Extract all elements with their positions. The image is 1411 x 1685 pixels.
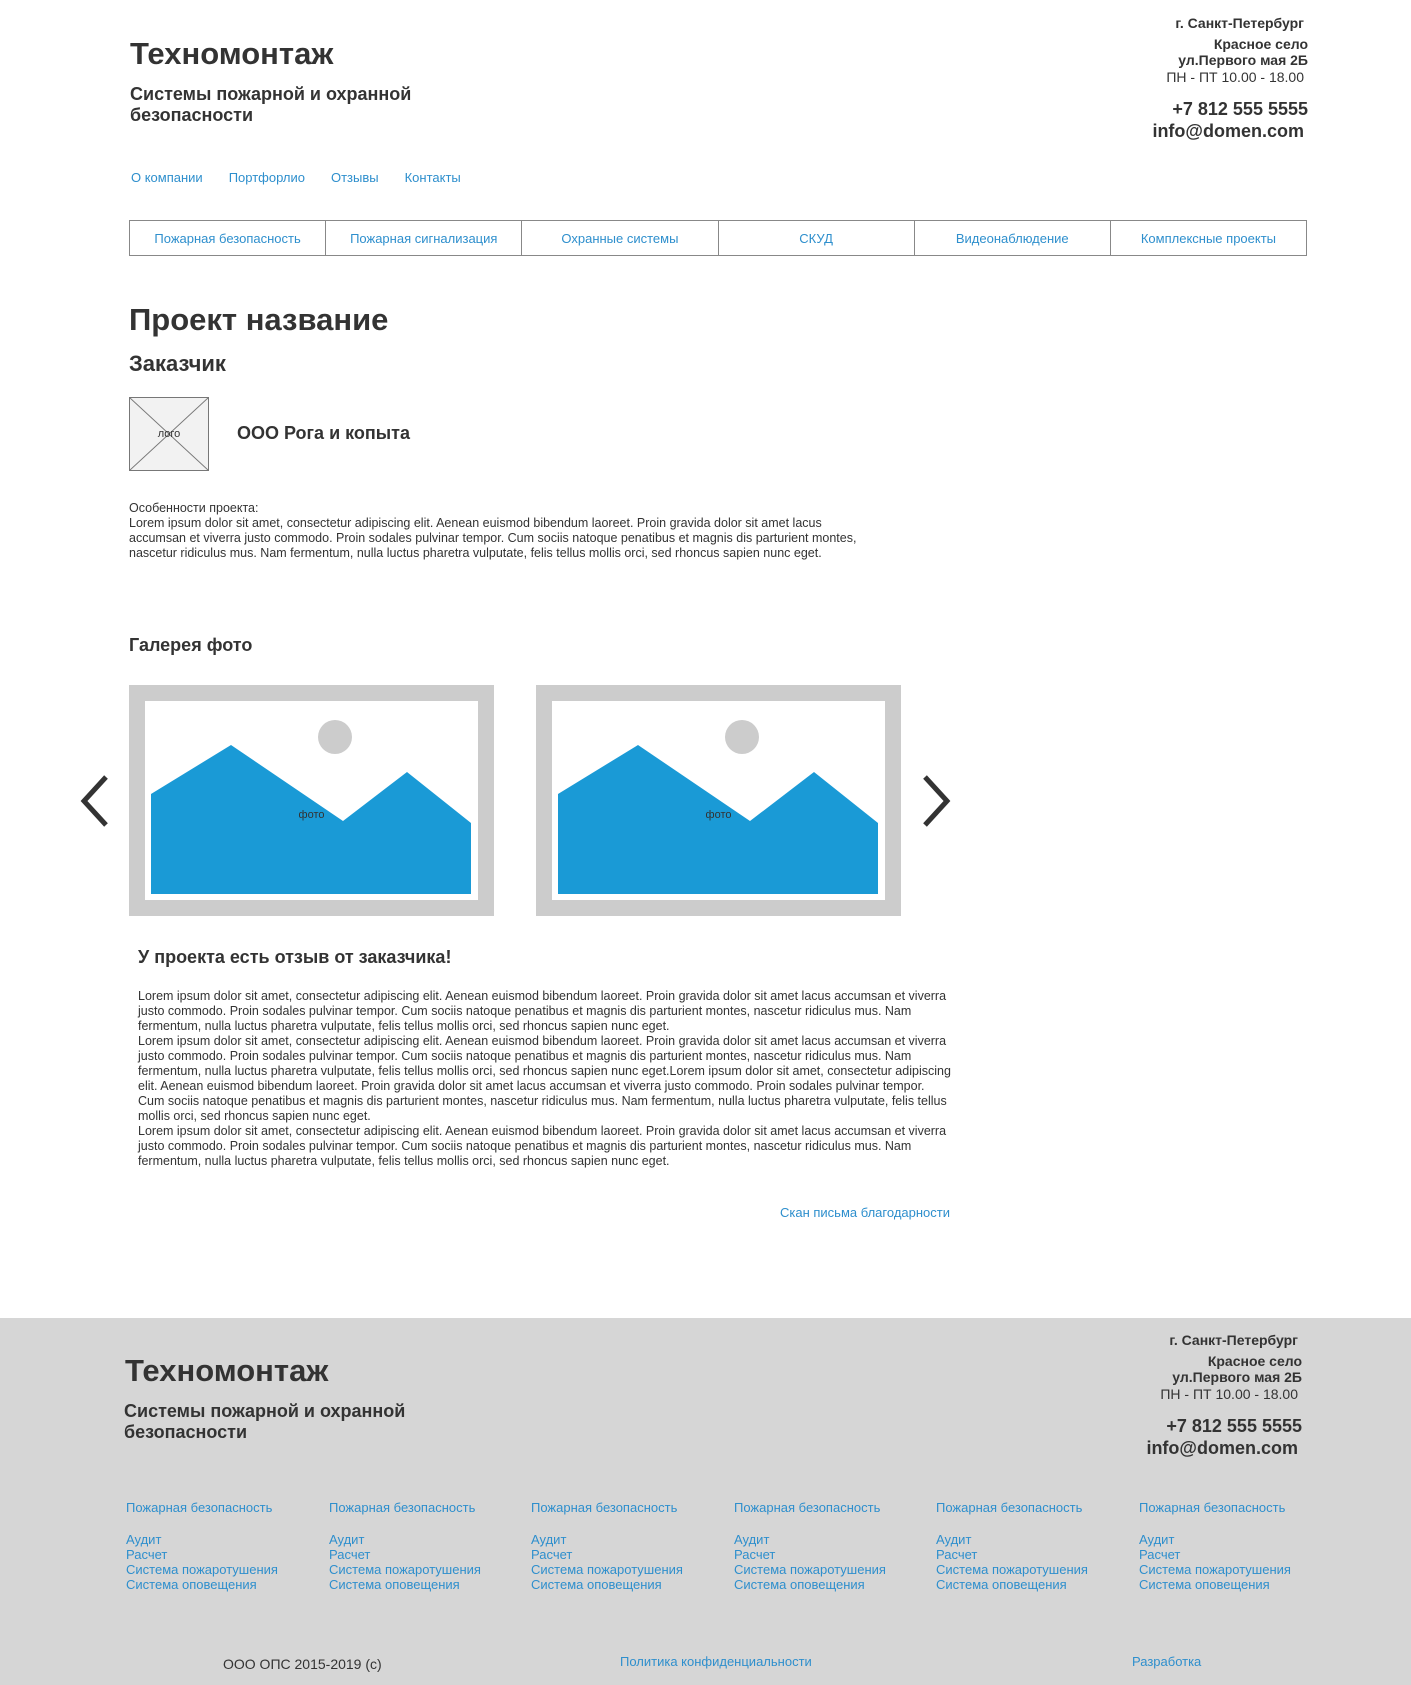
chevron-right-icon[interactable] [917, 773, 953, 829]
features-label: Особенности проекта: [129, 501, 259, 515]
footer-column-head[interactable]: Пожарная безопасность [1139, 1500, 1286, 1515]
contact-phone[interactable]: +7 812 555 5555 [1166, 1416, 1302, 1436]
footer-link-extinguish[interactable]: Система пожаротушения [734, 1562, 886, 1577]
footer-link-audit[interactable]: Аудит [1139, 1532, 1175, 1547]
review-paragraph: Lorem ipsum dolor sit amet, consectetur adipiscing elit. Aenean euismod bibendum laoreet. Proin gravida dolor sit amet lacus accumsan et viverra justo commodo. Proin sodales pulvinar tempor. Cum sociis natoque penatibus et magnis dis parturient montes, nascetur ridiculus mus. Nam fermentum, nulla luctus pharetra vulputate, felis tellus mollis orci, sed rhoncus sapien nunc eget. [138, 1124, 947, 1168]
cat-security-systems[interactable]: Охранные системы [522, 221, 718, 255]
footer-column-head[interactable]: Пожарная безопасность [126, 1500, 273, 1515]
top-nav [131, 170, 487, 185]
footer-brand[interactable]: Техномонтаж [125, 1353, 329, 1388]
logo-label: лого [157, 428, 181, 440]
footer-link-calc[interactable]: Расчет [734, 1547, 776, 1562]
contact-district: Красное село [1213, 36, 1308, 52]
photo-placeholder-icon [552, 701, 885, 900]
footer-link-audit[interactable]: Аудит [531, 1532, 567, 1547]
footer-link-extinguish[interactable]: Система пожаротушения [329, 1562, 481, 1577]
footer-link-audit[interactable]: Аудит [126, 1532, 162, 1547]
contact-district: Красное село [1207, 1353, 1302, 1369]
footer-link-audit[interactable]: Аудит [936, 1532, 972, 1547]
nav-portfolio[interactable]: Портфорлио [228, 170, 305, 185]
footer-link-extinguish[interactable]: Система пожаротушения [936, 1562, 1088, 1577]
contact-email[interactable]: info@domen.com [1152, 121, 1304, 141]
footer-link-calc[interactable]: Расчет [531, 1547, 573, 1562]
footer-link-calc[interactable]: Расчет [1139, 1547, 1181, 1562]
brand-logo[interactable]: Техномонтаж [130, 36, 334, 71]
cat-fire-alarm[interactable]: Пожарная сигнализация [326, 221, 522, 255]
contact-street: ул.Первого мая 2Б [1178, 52, 1308, 68]
footer-link-audit[interactable]: Аудит [329, 1532, 365, 1547]
developer-link[interactable]: Разработка [1132, 1654, 1202, 1669]
brand-tagline: Системы пожарной и охранной безопасности [130, 84, 412, 125]
gallery-photo-1[interactable] [129, 685, 494, 916]
footer-column [734, 1500, 886, 1592]
footer-contact [1146, 1331, 1302, 1459]
site-footer [0, 1318, 1411, 1685]
customer-name: ООО Рога и копыта [237, 423, 410, 443]
footer-link-calc[interactable]: Расчет [126, 1547, 168, 1562]
footer-column [1139, 1500, 1291, 1592]
customer-heading: Заказчик [129, 351, 226, 376]
footer-column [126, 1500, 278, 1592]
footer-link-notify[interactable]: Система оповещения [936, 1577, 1067, 1592]
footer-link-calc[interactable]: Расчет [329, 1547, 371, 1562]
footer-tagline: Системы пожарной и охранной безопасности [124, 1401, 406, 1442]
customer-logo [129, 397, 209, 471]
review-paragraph: Lorem ipsum dolor sit amet, consectetur adipiscing elit. Aenean euismod bibendum laoreet. Proin gravida dolor sit amet lacus accumsan et viverra justo commodo. Proin sodales pulvinar tempor. Cum sociis natoque penatibus et magnis dis parturient montes, nascetur ridiculus mus. Nam fermentum, nulla luctus pharetra vulputate, felis tellus mollis orci, sed rhoncus sapien nunc eget.Lorem ipsum dolor sit amet, consectetur adipiscing elit. Aenean euismod bibendum laoreet. Proin gravida dolor sit amet lacus accumsan et viverra justo commodo. Proin sodales pulvinar tempor. Cum sociis natoque penatibus et magnis dis parturient montes, nascetur ridiculus mus. Nam fermentum, nulla luctus pharetra vulputate, felis tellus mollis orci, sed rhoncus sapien nunc eget. [138, 1034, 951, 1123]
footer-link-notify[interactable]: Система оповещения [1139, 1577, 1270, 1592]
footer-column-head[interactable]: Пожарная безопасность [936, 1500, 1083, 1515]
footer-column-head[interactable]: Пожарная безопасность [531, 1500, 678, 1515]
footer-link-notify[interactable]: Система оповещения [734, 1577, 865, 1592]
contact-email[interactable]: info@domen.com [1146, 1438, 1298, 1458]
footer-link-notify[interactable]: Система оповещения [329, 1577, 460, 1592]
footer-link-extinguish[interactable]: Система пожаротушения [126, 1562, 278, 1577]
photo-placeholder-icon [145, 701, 478, 900]
contact-city: г. Санкт-Петербург [1169, 1332, 1298, 1348]
category-nav [129, 220, 1307, 256]
header-contact [1152, 14, 1308, 142]
cat-access-control[interactable]: СКУД [719, 221, 915, 255]
cat-complex-projects[interactable]: Комплексные проекты [1140, 230, 1277, 246]
footer-link-calc[interactable]: Расчет [936, 1547, 978, 1562]
contact-hours: ПН - ПТ 10.00 - 18.00 [1166, 69, 1304, 85]
footer-link-audit[interactable]: Аудит [734, 1532, 770, 1547]
footer-column-head[interactable]: Пожарная безопасность [734, 1500, 881, 1515]
nav-reviews[interactable]: Отзывы [330, 170, 379, 185]
cat-fire-safety[interactable]: Пожарная безопасность [130, 221, 326, 255]
review-heading: У проекта есть отзыв от заказчика! [138, 947, 452, 967]
review-paragraph: Lorem ipsum dolor sit amet, consectetur adipiscing elit. Aenean euismod bibendum laoreet. Proin gravida dolor sit amet lacus accumsan et viverra justo commodo. Proin sodales pulvinar tempor. Cum sociis natoque penatibus et magnis dis parturient montes, nascetur ridiculus mus. Nam fermentum, nulla luctus pharetra vulputate, felis tellus mollis orci, sed rhoncus sapien nunc eget. [138, 989, 947, 1033]
contact-phone[interactable]: +7 812 555 5555 [1172, 99, 1308, 119]
footer-column [936, 1500, 1088, 1592]
footer-column [531, 1500, 683, 1592]
project-features [129, 501, 859, 561]
page-title: Проект название [129, 302, 389, 337]
contact-hours: ПН - ПТ 10.00 - 18.00 [1160, 1386, 1298, 1402]
contact-street: ул.Первого мая 2Б [1172, 1369, 1302, 1385]
copyright: ООО ОПС 2015-2019 (с) [223, 1656, 382, 1672]
footer-link-extinguish[interactable]: Система пожаротушения [531, 1562, 683, 1577]
footer-link-extinguish[interactable]: Система пожаротушения [1139, 1562, 1291, 1577]
footer-column [329, 1500, 481, 1592]
photo-caption: фото [705, 809, 732, 821]
chevron-left-icon[interactable] [78, 773, 114, 829]
footer-link-notify[interactable]: Система оповещения [126, 1577, 257, 1592]
scan-letter-link[interactable]: Скан письма благодарности [780, 1205, 950, 1220]
cat-video-surveillance[interactable]: Видеонаблюдение [915, 221, 1111, 255]
nav-contacts[interactable]: Контакты [404, 170, 461, 185]
review-text [138, 989, 953, 1169]
features-text: Lorem ipsum dolor sit amet, consectetur adipiscing elit. Aenean euismod bibendum laoreet. Proin gravida dolor sit amet lacus accumsan et viverra justo commodo. Proin sodales pulvinar tempor. Cum sociis natoque penatibus et magnis dis parturient montes, nascetur ridiculus mus. Nam fermentum, nulla luctus pharetra vulputate, felis tellus mollis orci, sed rhoncus sapien nunc eget. [129, 516, 857, 560]
privacy-link[interactable]: Политика конфиденциальности [620, 1654, 812, 1669]
gallery-photo-2[interactable] [536, 685, 901, 916]
nav-about[interactable]: О компании [131, 170, 203, 185]
gallery-heading: Галерея фото [129, 635, 253, 655]
contact-city: г. Санкт-Петербург [1175, 15, 1304, 31]
footer-column-head[interactable]: Пожарная безопасность [329, 1500, 476, 1515]
photo-caption: фото [298, 809, 325, 821]
footer-link-notify[interactable]: Система оповещения [531, 1577, 662, 1592]
